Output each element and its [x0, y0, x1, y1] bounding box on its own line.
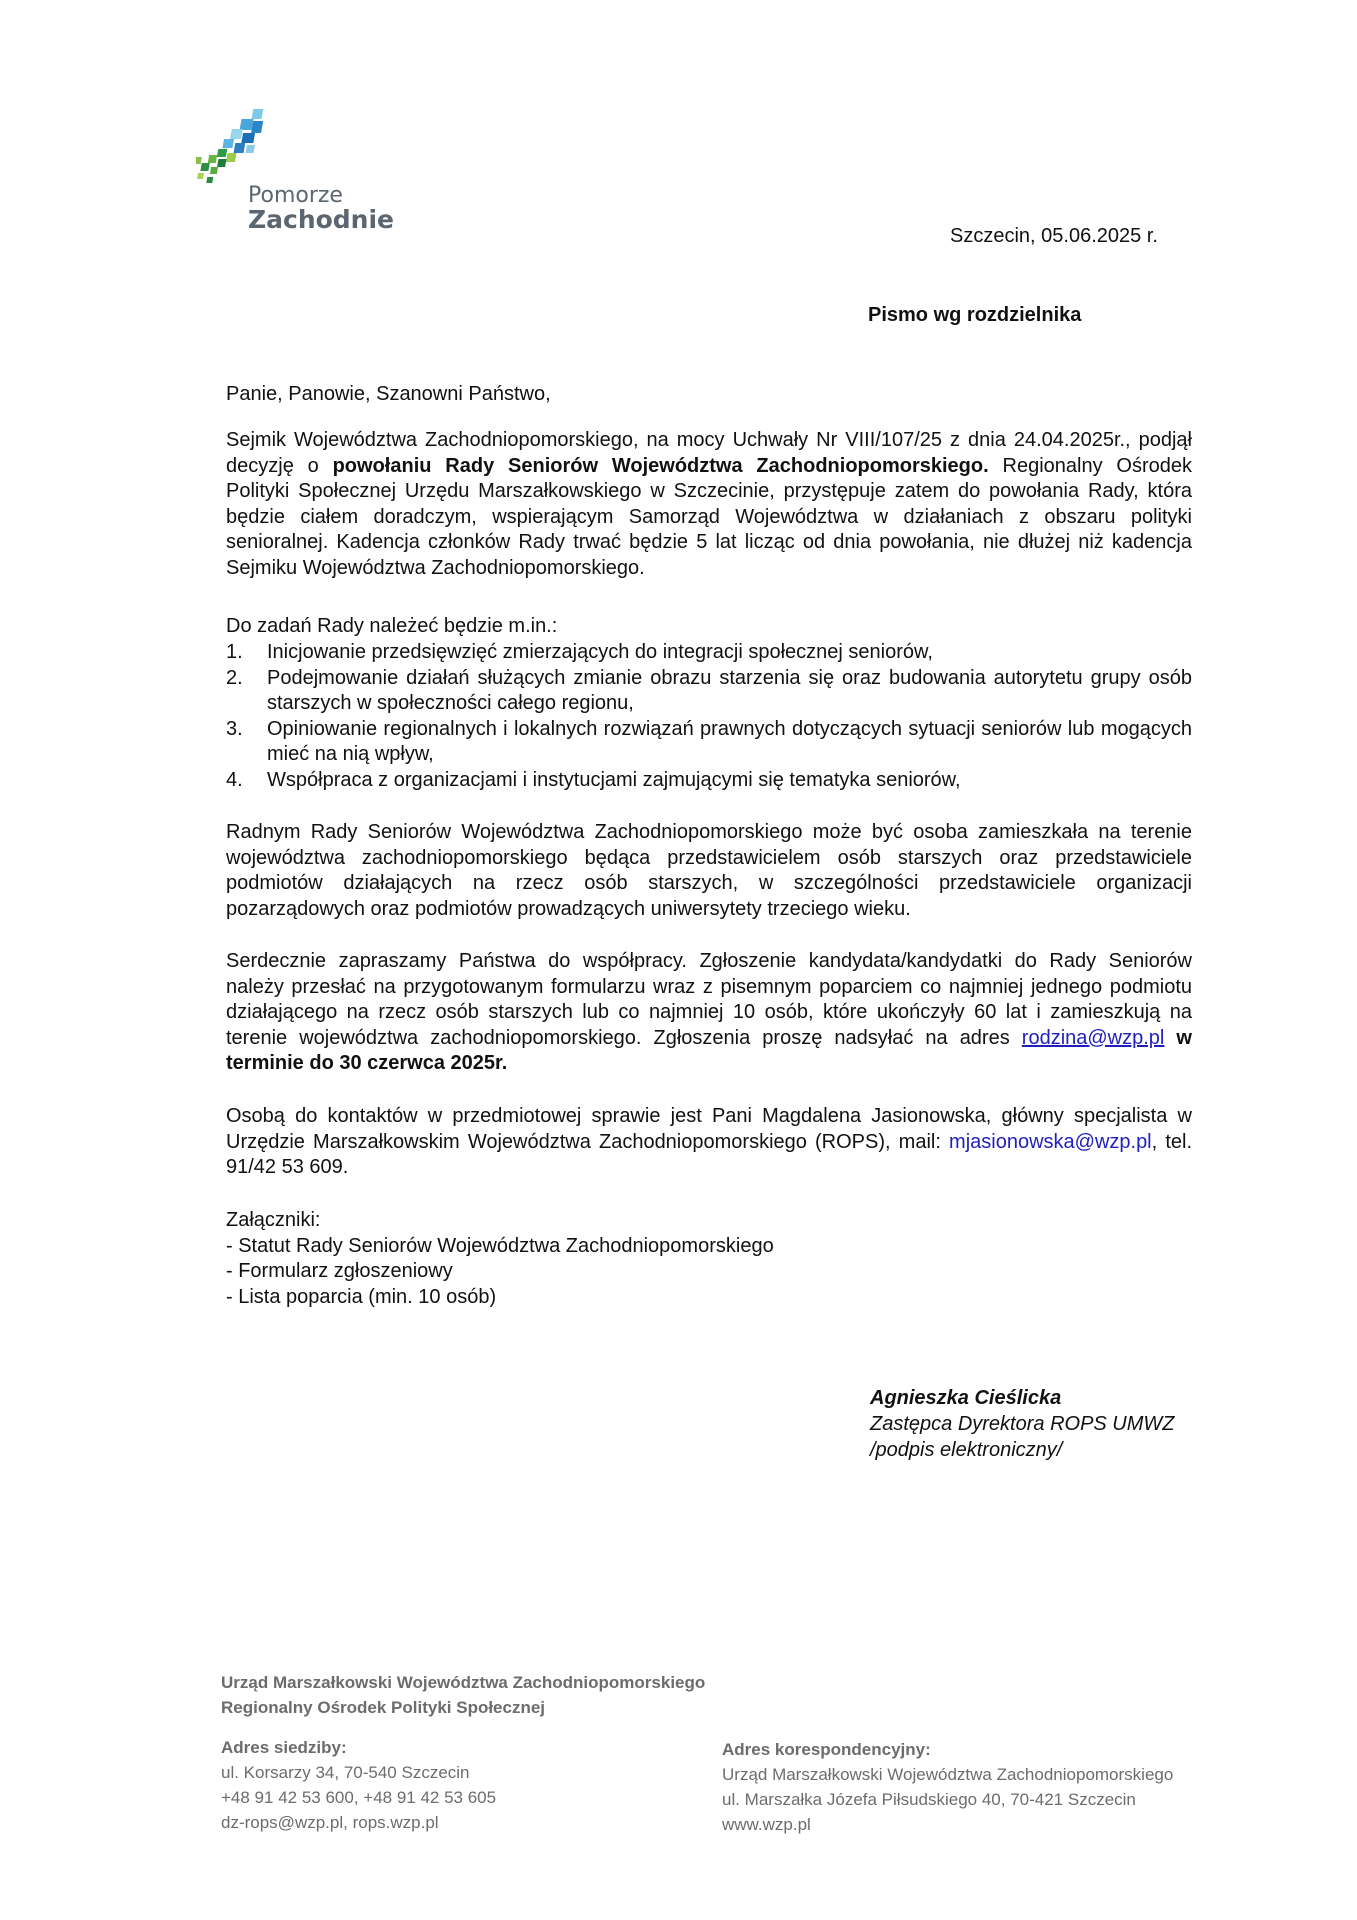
footer-seat-line: dz-rops@wzp.pl, rops.wzp.pl: [221, 1813, 439, 1832]
paragraph-invitation-start: Serdecznie zapraszamy Państwa do współpracy. Zgłoszenie kandydata/kandydatki do Rady Seniorów należy przesłać na przygotowanym formularzu wraz z pisemnym poparciem co najmniej jednego podmiotu działającego na rzecz osób starszych lub co najmniej 10 osób, które ukończyły 60 lat i zamieszkują na terenie województwa zachodniopomorskiego. Zgłoszenia proszę nadsyłać na adres: [226, 950, 1192, 1049]
footer-seat-line: ul. Korsarzy 34, 70-540 Szczecin: [221, 1763, 470, 1782]
list-item-text: Inicjowanie przedsięwzięć zmierzających do integracji społecznej seniorów,: [267, 641, 933, 663]
list-item-number: 2.: [226, 666, 243, 689]
list-item-text: Podejmowanie działań służących zmianie obrazu starzenia się oraz budowania autorytetu grupy osób starszych w społeczności całego regionu,: [267, 666, 1192, 714]
list-item-text: Współpraca z organizacjami i instytucjami zajmującymi się tematyka seniorów,: [267, 768, 961, 791]
footer-correspondence-line: ul. Marszałka Józefa Piłsudskiego 40, 70-421 Szczecin: [722, 1790, 1136, 1809]
email-link-mjasionowska[interactable]: mjasionowska@wzp.pl: [949, 1130, 1152, 1153]
list-item-number: 1.: [226, 641, 243, 663]
greeting: Panie, Panowie, Szanowni Państwo,: [226, 383, 551, 405]
paragraph-intro-bold: powołaniu Rady Seniorów Województwa Zachodniopomorskiego.: [332, 454, 989, 477]
email-link-rodzina[interactable]: rodzina@wzp.pl: [1021, 1026, 1165, 1049]
list-item-text: Opiniowanie regionalnych i lokalnych rozwiązań prawnych dotyczących sytuacji seniorów lub mogących mieć na nią wpływ,: [267, 717, 1192, 765]
footer-correspondence-address: [722, 1737, 1173, 1837]
footer-organization: [221, 1670, 705, 1720]
footer-correspondence-line: www.wzp.pl: [722, 1815, 811, 1834]
footer-correspondence-heading: Adres korespondencyjny:: [722, 1740, 931, 1759]
attachments: [226, 1208, 1192, 1310]
signatory-name: Agnieszka Cieślicka: [870, 1387, 1062, 1409]
paragraph-intro: [226, 428, 1192, 581]
footer-org-line-1: Urząd Marszałkowski Województwa Zachodniopomorskiego: [221, 1673, 706, 1692]
list-item-number: 3.: [226, 717, 243, 740]
logo-line-1: Pomorze: [248, 183, 343, 208]
paragraph-invitation-deadline: w terminie do 30 czerwca 2025r.: [226, 1026, 1192, 1074]
signature-note: /podpis elektroniczny/: [870, 1439, 1063, 1461]
list-item: [226, 717, 1192, 768]
list-item: [226, 666, 1192, 717]
logo-line-2: Zachodnie: [248, 205, 395, 234]
paragraph-contact-end: , tel. 91/42 53 609.: [226, 1130, 1192, 1178]
list-item-number: 4.: [226, 768, 243, 791]
pomorze-zachodnie-logo: [196, 105, 395, 235]
paragraph-contact-start: Osobą do kontaktów w przedmiotowej sprawie jest Pani Magdalena Jasionowska, główny specjalista w Urzędzie Marszałkowskim Województwa Zachodniopomorskiego (ROPS), mail:: [226, 1105, 1192, 1153]
addressee: Pismo wg rozdzielnika: [868, 304, 1082, 326]
tasks-list: [226, 640, 1192, 793]
paragraph-invitation: [226, 949, 1192, 1077]
list-item: [226, 640, 1192, 666]
logo-mark-icon: [196, 105, 376, 185]
paragraph-contact: [226, 1104, 1192, 1181]
footer-correspondence-line: Urząd Marszałkowski Województwa Zachodniopomorskiego: [722, 1765, 1174, 1784]
signatory-role: Zastępca Dyrektora ROPS UMWZ: [870, 1413, 1175, 1435]
attachment-item: - Lista poparcia (min. 10 osób): [226, 1285, 497, 1308]
signature-block: [870, 1385, 1175, 1463]
attachments-title: Załączniki:: [226, 1209, 321, 1231]
paragraph-intro-start: Sejmik Województwa Zachodniopomorskiego, na mocy Uchwały Nr VIII/107/25 z dnia 24.04.2025r., podjął decyzję o: [226, 429, 1192, 477]
letter-date: Szczecin, 05.06.2025 r.: [950, 225, 1158, 247]
footer-org-line-2: Regionalny Ośrodek Polityki Społecznej: [221, 1698, 546, 1717]
footer-seat-heading: Adres siedziby:: [221, 1738, 347, 1757]
attachment-item: - Statut Rady Seniorów Województwa Zachodniopomorskiego: [226, 1234, 774, 1257]
attachment-item: - Formularz zgłoszeniowy: [226, 1260, 453, 1282]
list-item: [226, 768, 1192, 794]
footer-seat-address: [221, 1735, 496, 1835]
footer-seat-line: +48 91 42 53 600, +48 91 42 53 605: [221, 1788, 497, 1807]
paragraph-intro-end: Regionalny Ośrodek Polityki Społecznej Urzędu Marszałkowskiego w Szczecinie, przystępuje zatem do powołania Rady, która będzie ciałem doradczym, wspierającym Samorząd Województwa w działaniach z obszaru polityki senioralnej. Kadencja członków Rady trwać będzie 5 lat licząc od dnia powołania, nie dłużej niż kadencja Sejmiku Województwa Zachodniopomorskiego.: [226, 454, 1192, 579]
tasks-intro: Do zadań Rady należeć będzie m.in.:: [226, 615, 558, 637]
paragraph-eligibility: Radnym Rady Seniorów Województwa Zachodniopomorskiego może być osoba zamieszkała na terenie województwa zachodniopomorskiego będąca przedstawicielem osób starszych oraz przedstawiciele podmiotów działających na rzecz osób starszych, w szczególności przedstawiciele organizacji pozarządowych oraz podmiotów prowadzących uniwersytety trzeciego wieku.: [226, 821, 1192, 920]
